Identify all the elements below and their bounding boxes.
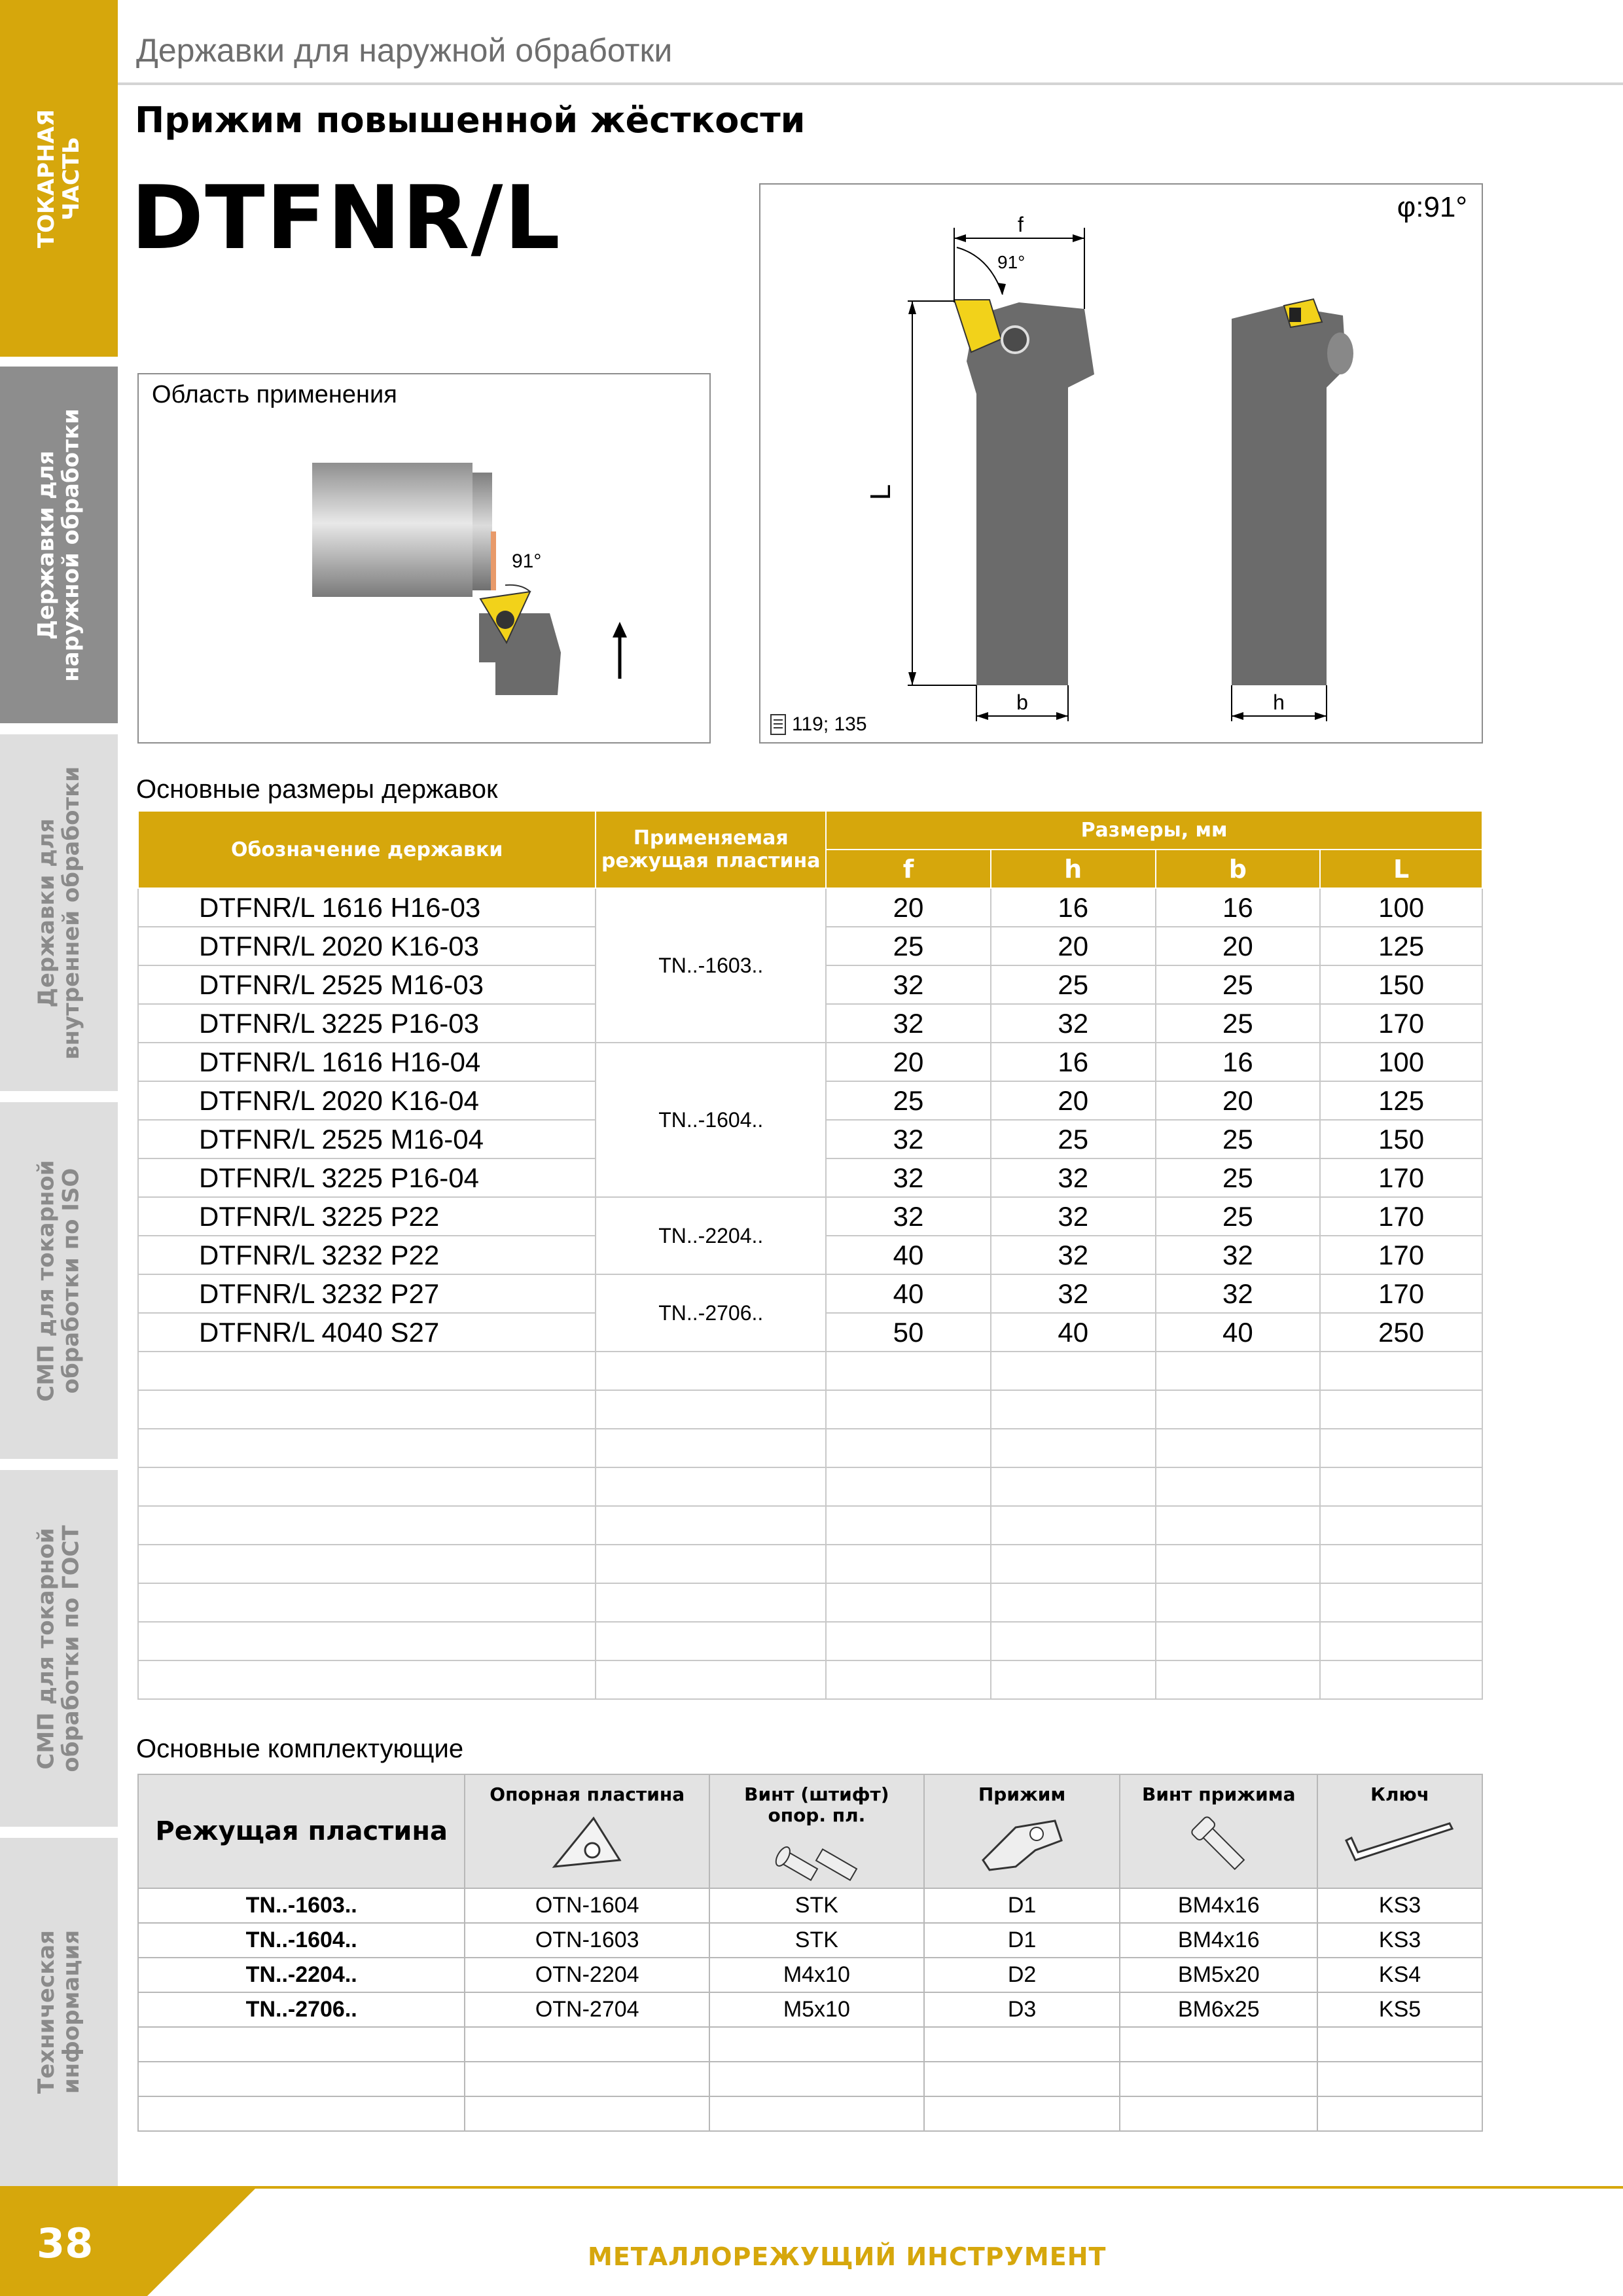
- empty-cell: [924, 2027, 1120, 2062]
- empty-cell: [991, 1390, 1156, 1429]
- insert-code: TN..-1603..: [596, 888, 826, 1043]
- empty-cell: [1320, 1429, 1482, 1467]
- header-clamp-screw: [1120, 1774, 1317, 1888]
- support-plate-cell: OTN-1604: [465, 1888, 709, 1923]
- dimension-h: 16: [991, 1043, 1156, 1081]
- empty-row: [138, 1622, 1482, 1660]
- header-b: b: [1156, 850, 1321, 888]
- header-insert: Применяемая режущая пластина: [596, 811, 826, 888]
- dimension-b: 25: [1156, 965, 1321, 1004]
- application-area-label: Область применения: [152, 381, 397, 408]
- empty-cell: [826, 1545, 991, 1583]
- dimensions-table-body: [138, 888, 1482, 1699]
- cutting-insert-cell: TN..-1603..: [138, 1888, 465, 1923]
- empty-cell: [1320, 1352, 1482, 1390]
- clamp-screw: [496, 611, 514, 629]
- dimension-h: 40: [991, 1313, 1156, 1352]
- empty-cell: [465, 2096, 709, 2131]
- empty-cell: [1120, 2027, 1317, 2062]
- component-row: [138, 1958, 1482, 1992]
- empty-cell: [1156, 1622, 1321, 1660]
- insert-code: TN..-2204..: [596, 1197, 826, 1274]
- holder-designation: DTFNR/L 2525 M16-03: [138, 965, 596, 1004]
- header-clamp-label: Прижим: [978, 1784, 1066, 1805]
- support-screw-icon: [771, 1835, 863, 1888]
- empty-cell: [138, 1583, 596, 1622]
- holder-designation: DTFNR/L 4040 S27: [138, 1313, 596, 1352]
- dimension-L: 250: [1320, 1313, 1482, 1352]
- empty-cell: [596, 1622, 826, 1660]
- empty-cell: [1156, 1660, 1321, 1699]
- header-L: L: [1320, 850, 1482, 888]
- header-sizes: Размеры, мм: [826, 811, 1482, 850]
- support-plate-icon: [548, 1814, 626, 1873]
- page-number: 38: [37, 2219, 94, 2267]
- support-screw-cell: M5x10: [709, 1992, 924, 2027]
- key-cell: KS4: [1317, 1958, 1482, 1992]
- dimension-row: [138, 1043, 1482, 1081]
- sidebar-tab-label: ТОКАРНАЯ ЧАСТЬ: [33, 109, 85, 248]
- dimension-b: 16: [1156, 888, 1321, 927]
- support-screw-cell: M4x10: [709, 1958, 924, 1992]
- sidebar-tab-label: Державки для наружной обработки: [33, 408, 84, 682]
- dimension-L: 125: [1320, 927, 1482, 965]
- empty-cell: [138, 1506, 596, 1545]
- empty-cell: [1156, 1429, 1321, 1467]
- dimension-f: 50: [826, 1313, 991, 1352]
- dimension-h: 32: [991, 1197, 1156, 1236]
- dimension-b: 16: [1156, 1043, 1321, 1081]
- empty-cell: [596, 1390, 826, 1429]
- sidebar-tab-label: Техническая информация: [33, 1929, 84, 2094]
- support-plate-cell: OTN-2204: [465, 1958, 709, 1992]
- empty-cell: [1317, 2027, 1482, 2062]
- components-table-body: [138, 1888, 1482, 2131]
- holder-designation: DTFNR/L 1616 H16-03: [138, 888, 596, 927]
- page-subtitle: Прижим повышенной жёсткости: [135, 99, 806, 141]
- empty-row: [138, 1352, 1482, 1390]
- empty-cell: [709, 2062, 924, 2096]
- dimension-b-label: b: [1016, 691, 1028, 714]
- header-h: h: [991, 850, 1156, 888]
- dimension-f: 32: [826, 1158, 991, 1197]
- empty-cell: [596, 1545, 826, 1583]
- dimension-h: 32: [991, 1004, 1156, 1043]
- empty-cell: [1156, 1467, 1321, 1506]
- document-icon: [770, 713, 787, 736]
- catalog-reference: [770, 713, 867, 736]
- empty-cell: [1156, 1545, 1321, 1583]
- empty-row: [138, 2027, 1482, 2062]
- dimension-L: 100: [1320, 888, 1482, 927]
- empty-cell: [991, 1429, 1156, 1467]
- insert-code: TN..-1604..: [596, 1043, 826, 1197]
- drawing-angle-label: 91°: [997, 252, 1026, 272]
- empty-cell: [138, 1545, 596, 1583]
- dimension-L: 170: [1320, 1004, 1482, 1043]
- empty-row: [138, 1583, 1482, 1622]
- dimension-f: 32: [826, 965, 991, 1004]
- dimension-f: 32: [826, 1197, 991, 1236]
- tool-holder-shape: [479, 613, 561, 695]
- dimension-L: 150: [1320, 1120, 1482, 1158]
- empty-cell: [596, 1660, 826, 1699]
- clamp-cell: D1: [924, 1888, 1120, 1923]
- empty-cell: [924, 2062, 1120, 2096]
- empty-cell: [826, 1506, 991, 1545]
- empty-row: [138, 2096, 1482, 2131]
- empty-cell: [991, 1506, 1156, 1545]
- header-f: f: [826, 850, 991, 888]
- dimension-b: 20: [1156, 927, 1321, 965]
- empty-cell: [1317, 2096, 1482, 2131]
- empty-cell: [1317, 2062, 1482, 2096]
- dimension-L: 125: [1320, 1081, 1482, 1120]
- support-plate-cell: OTN-1603: [465, 1923, 709, 1958]
- technical-drawing-panel: [759, 183, 1483, 744]
- empty-cell: [1320, 1390, 1482, 1429]
- holder-designation: DTFNR/L 2020 K16-03: [138, 927, 596, 965]
- clamp-cell: D3: [924, 1992, 1120, 2027]
- clamp-screw-cell: BM4x16: [1120, 1888, 1317, 1923]
- dimension-L: 100: [1320, 1043, 1482, 1081]
- empty-cell: [1120, 2096, 1317, 2131]
- dimensions-section-title: Основные размеры державок: [136, 775, 498, 804]
- component-row: [138, 1992, 1482, 2027]
- empty-cell: [1320, 1622, 1482, 1660]
- header-cutting-insert: Режущая пластина: [138, 1774, 465, 1888]
- dimension-b: 25: [1156, 1197, 1321, 1236]
- component-row: [138, 1888, 1482, 1923]
- dimension-f: 20: [826, 888, 991, 927]
- sidebar-tab-label: СМП для токарной обработки по ГОСТ: [33, 1524, 85, 1772]
- empty-cell: [991, 1467, 1156, 1506]
- workpiece-shape: [312, 463, 473, 597]
- key-cell: KS3: [1317, 1888, 1482, 1923]
- empty-cell: [1320, 1660, 1482, 1699]
- hex-key-icon: [1341, 1814, 1459, 1867]
- empty-cell: [709, 2027, 924, 2062]
- cutting-insert-cell: TN..-1604..: [138, 1923, 465, 1958]
- holder-designation: DTFNR/L 2020 K16-04: [138, 1081, 596, 1120]
- clamp-screw-front: [1002, 327, 1028, 353]
- empty-cell: [826, 1352, 991, 1390]
- support-screw-cell: STK: [709, 1888, 924, 1923]
- dimension-h-label: h: [1273, 691, 1285, 714]
- dimension-h: 25: [991, 1120, 1156, 1158]
- empty-cell: [596, 1352, 826, 1390]
- empty-cell: [924, 2096, 1120, 2131]
- sidebar-tab-iso-inserts[interactable]: [0, 1102, 118, 1459]
- catalog-reference-text: 119; 135: [792, 713, 867, 735]
- header-designation: Обозначение державки: [138, 811, 596, 888]
- cutting-insert-cell: TN..-2204..: [138, 1958, 465, 1992]
- insert-code: TN..-2706..: [596, 1274, 826, 1352]
- footer-divider: [249, 2186, 1623, 2189]
- header-support-plate: [465, 1774, 709, 1888]
- workpiece-step-shape: [473, 473, 492, 590]
- sidebar-tab-label: Державки для внутренней обработки: [33, 766, 84, 1060]
- dimension-h: 20: [991, 1081, 1156, 1120]
- dimension-b: 25: [1156, 1120, 1321, 1158]
- sidebar-tab-technical-info[interactable]: [0, 1838, 118, 2186]
- empty-cell: [826, 1467, 991, 1506]
- sidebar-tab-internal-holders[interactable]: [0, 734, 118, 1091]
- dimension-h: 16: [991, 888, 1156, 927]
- cutting-insert-cell: TN..-2706..: [138, 1992, 465, 2027]
- page-title: DTFNR/L: [131, 167, 562, 269]
- dimension-L: 150: [1320, 965, 1482, 1004]
- dimension-row: [138, 1274, 1482, 1313]
- empty-cell: [596, 1583, 826, 1622]
- empty-row: [138, 1390, 1482, 1429]
- empty-cell: [138, 2062, 465, 2096]
- empty-cell: [1156, 1506, 1321, 1545]
- empty-cell: [826, 1429, 991, 1467]
- empty-cell: [138, 1390, 596, 1429]
- support-plate-cell: OTN-2704: [465, 1992, 709, 2027]
- dimension-h: 20: [991, 927, 1156, 965]
- empty-cell: [596, 1467, 826, 1506]
- approach-angle-label: φ:91°: [1397, 191, 1467, 223]
- dimension-L: 170: [1320, 1158, 1482, 1197]
- key-cell: KS3: [1317, 1923, 1482, 1958]
- dimension-h: 32: [991, 1158, 1156, 1197]
- application-area-panel: [137, 373, 711, 744]
- clamp-cell: D1: [924, 1923, 1120, 1958]
- holder-designation: DTFNR/L 3232 P22: [138, 1236, 596, 1274]
- empty-cell: [138, 2096, 465, 2131]
- holder-designation: DTFNR/L 2525 M16-04: [138, 1120, 596, 1158]
- dimension-f: 25: [826, 927, 991, 965]
- clamp-screw-cell: BM5x20: [1120, 1958, 1317, 1992]
- empty-cell: [991, 1352, 1156, 1390]
- empty-cell: [826, 1622, 991, 1660]
- header-key-label: Ключ: [1370, 1784, 1429, 1805]
- empty-row: [138, 2062, 1482, 2096]
- holder-designation: DTFNR/L 3225 P22: [138, 1197, 596, 1236]
- dimension-L: 170: [1320, 1274, 1482, 1313]
- dimension-h: 32: [991, 1236, 1156, 1274]
- header-clamp: [924, 1774, 1120, 1888]
- dimension-row: [138, 1197, 1482, 1236]
- dimension-b: 32: [1156, 1236, 1321, 1274]
- empty-cell: [596, 1506, 826, 1545]
- clamp-icon: [976, 1814, 1068, 1873]
- clamp-screw-icon: [1179, 1814, 1258, 1873]
- empty-cell: [991, 1622, 1156, 1660]
- empty-cell: [826, 1660, 991, 1699]
- empty-cell: [138, 1429, 596, 1467]
- dimension-L-label: L: [865, 484, 897, 501]
- sidebar-tab-gost-inserts[interactable]: [0, 1470, 118, 1827]
- components-section-title: Основные комплектующие: [136, 1734, 464, 1763]
- header-divider: [118, 82, 1623, 85]
- empty-row: [138, 1545, 1482, 1583]
- holder-designation: DTFNR/L 3225 P16-04: [138, 1158, 596, 1197]
- header-support-plate-label: Опорная пластина: [490, 1784, 685, 1805]
- empty-row: [138, 1429, 1482, 1467]
- header-clamp-screw-label: Винт прижима: [1141, 1784, 1296, 1805]
- dimension-b: 32: [1156, 1274, 1321, 1313]
- dimension-f: 40: [826, 1274, 991, 1313]
- empty-cell: [826, 1390, 991, 1429]
- empty-cell: [465, 2062, 709, 2096]
- sidebar-tab-label: СМП для токарной обработки по ISO: [33, 1159, 85, 1402]
- dimension-f: 32: [826, 1120, 991, 1158]
- dimension-b: 25: [1156, 1158, 1321, 1197]
- empty-cell: [1320, 1467, 1482, 1506]
- dimension-h: 25: [991, 965, 1156, 1004]
- clamp-screw-cell: BM6x25: [1120, 1992, 1317, 2027]
- dimension-b: 40: [1156, 1313, 1321, 1352]
- page-footer: [0, 2186, 1623, 2296]
- holder-front-view: [967, 302, 1094, 685]
- empty-cell: [138, 1352, 596, 1390]
- empty-cell: [138, 1467, 596, 1506]
- component-row: [138, 1923, 1482, 1958]
- dimensions-table: [137, 810, 1483, 1700]
- empty-cell: [1156, 1352, 1321, 1390]
- dimension-b: 25: [1156, 1004, 1321, 1043]
- empty-cell: [991, 1545, 1156, 1583]
- components-table: [137, 1774, 1483, 2132]
- empty-cell: [826, 1583, 991, 1622]
- empty-cell: [138, 1622, 596, 1660]
- machined-surface: [491, 531, 496, 590]
- empty-row: [138, 1506, 1482, 1545]
- empty-cell: [1156, 1583, 1321, 1622]
- empty-cell: [991, 1583, 1156, 1622]
- clamp-screw-cell: BM4x16: [1120, 1923, 1317, 1958]
- header-support-screw: [709, 1774, 924, 1888]
- empty-cell: [596, 1429, 826, 1467]
- dimension-f: 32: [826, 1004, 991, 1043]
- dimension-f-label: f: [1018, 213, 1024, 236]
- sidebar-navigation: [0, 0, 118, 2186]
- dimension-f: 40: [826, 1236, 991, 1274]
- empty-cell: [138, 2027, 465, 2062]
- sidebar-tab-external-holders[interactable]: [0, 367, 118, 723]
- holder-designation: DTFNR/L 3225 P16-03: [138, 1004, 596, 1043]
- dimension-row: [138, 888, 1482, 927]
- breadcrumb: Державки для наружной обработки: [136, 32, 673, 69]
- holder-dimension-drawing: [760, 185, 1482, 742]
- dimension-h: 32: [991, 1274, 1156, 1313]
- header-support-screw-label: Винт (штифт) опор. пл.: [744, 1784, 889, 1826]
- empty-row: [138, 1660, 1482, 1699]
- empty-cell: [1320, 1545, 1482, 1583]
- support-screw-cell: STK: [709, 1923, 924, 1958]
- empty-cell: [1156, 1390, 1321, 1429]
- sidebar-tab-turning[interactable]: [0, 0, 118, 357]
- empty-cell: [709, 2096, 924, 2131]
- empty-cell: [1120, 2062, 1317, 2096]
- empty-cell: [1320, 1506, 1482, 1545]
- empty-cell: [465, 2027, 709, 2062]
- empty-cell: [138, 1660, 596, 1699]
- clamp-side-view: [1327, 332, 1353, 374]
- company-name: МЕТАЛЛОРЕЖУЩИЙ ИНСТРУМЕНТ: [588, 2242, 1107, 2271]
- holder-designation: DTFNR/L 1616 H16-04: [138, 1043, 596, 1081]
- dimension-L: 170: [1320, 1236, 1482, 1274]
- empty-cell: [991, 1660, 1156, 1699]
- clamp-cell: D2: [924, 1958, 1120, 1992]
- application-angle-label: 91°: [512, 550, 542, 572]
- empty-cell: [1320, 1583, 1482, 1622]
- dimension-f: 25: [826, 1081, 991, 1120]
- dimension-f: 20: [826, 1043, 991, 1081]
- empty-row: [138, 1467, 1482, 1506]
- header-key: [1317, 1774, 1482, 1888]
- holder-designation: DTFNR/L 3232 P27: [138, 1274, 596, 1313]
- key-cell: KS5: [1317, 1992, 1482, 2027]
- dimension-L: 170: [1320, 1197, 1482, 1236]
- application-diagram: [139, 374, 709, 742]
- dimension-b: 20: [1156, 1081, 1321, 1120]
